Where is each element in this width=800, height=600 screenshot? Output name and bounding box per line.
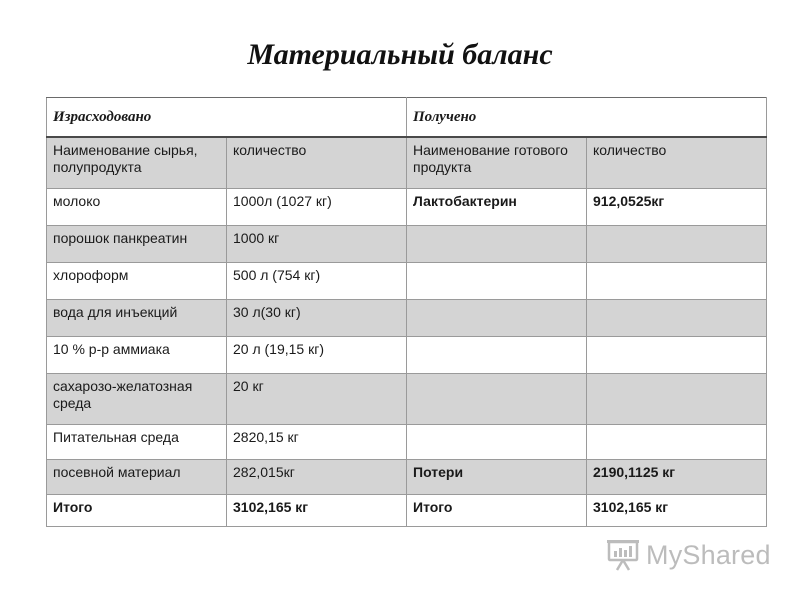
table-total-row xyxy=(47,495,767,527)
cell-product-qty xyxy=(587,300,767,337)
cell-raw-name: хлороформ xyxy=(47,263,227,300)
cell-product-qty xyxy=(587,337,767,374)
total-product-qty: 3102,165 кг xyxy=(587,495,767,527)
cell-raw-name: порошок панкреатин xyxy=(47,226,227,263)
table-row xyxy=(47,300,767,337)
cell-raw-qty: 282,015кг xyxy=(227,460,407,495)
cell-product-name xyxy=(407,374,587,425)
cell-product-name: Лактобактерин xyxy=(407,189,587,226)
cell-raw-qty: 2820,15 кг xyxy=(227,425,407,460)
presentation-board-icon xyxy=(606,538,640,572)
material-balance-table xyxy=(46,97,767,527)
cell-raw-qty: 20 л (19,15 кг) xyxy=(227,337,407,374)
cell-raw-qty: 20 кг xyxy=(227,374,407,425)
cell-raw-name: Питательная среда xyxy=(47,425,227,460)
total-product-label: Итого xyxy=(407,495,587,527)
cell-raw-name: 10 % р-р аммиака xyxy=(47,337,227,374)
table-subheader-row xyxy=(47,137,767,189)
cell-product-qty: 2190,1125 кг xyxy=(587,460,767,495)
header-spent: Израсходовано xyxy=(47,98,407,138)
cell-raw-name: вода для инъекций xyxy=(47,300,227,337)
cell-product-qty xyxy=(587,374,767,425)
cell-raw-qty: 1000л (1027 кг) xyxy=(227,189,407,226)
cell-raw-qty: 30 л(30 кг) xyxy=(227,300,407,337)
table-row xyxy=(47,374,767,425)
subheader-product-name: Наименование готового продукта xyxy=(407,137,587,189)
cell-raw-name: посевной материал xyxy=(47,460,227,495)
table-row xyxy=(47,425,767,460)
cell-product-name xyxy=(407,300,587,337)
header-received: Получено xyxy=(407,98,767,138)
cell-product-name xyxy=(407,226,587,263)
cell-product-name xyxy=(407,263,587,300)
cell-raw-name: молоко xyxy=(47,189,227,226)
cell-raw-qty: 500 л (754 кг) xyxy=(227,263,407,300)
cell-product-qty xyxy=(587,263,767,300)
cell-product-name xyxy=(407,425,587,460)
subheader-raw-name: Наименование сырья, полупродукта xyxy=(47,137,227,189)
table-row xyxy=(47,460,767,495)
table-row xyxy=(47,226,767,263)
myshared-watermark xyxy=(606,535,771,575)
subheader-product-qty: количество xyxy=(587,137,767,189)
total-raw-qty: 3102,165 кг xyxy=(227,495,407,527)
subheader-raw-qty: количество xyxy=(227,137,407,189)
cell-product-qty xyxy=(587,226,767,263)
page-title: Материальный баланс xyxy=(247,38,553,71)
cell-product-name: Потери xyxy=(407,460,587,495)
table-header-row xyxy=(47,98,767,138)
table-row xyxy=(47,337,767,374)
cell-product-qty xyxy=(587,425,767,460)
cell-product-name xyxy=(407,337,587,374)
cell-raw-qty: 1000 кг xyxy=(227,226,407,263)
total-raw-label: Итого xyxy=(47,495,227,527)
cell-product-qty: 912,0525кг xyxy=(587,189,767,226)
table-row xyxy=(47,189,767,226)
table-row xyxy=(47,263,767,300)
watermark-text: MyShared xyxy=(646,539,771,570)
cell-raw-name: сахарозо-желатозная среда xyxy=(47,374,227,425)
